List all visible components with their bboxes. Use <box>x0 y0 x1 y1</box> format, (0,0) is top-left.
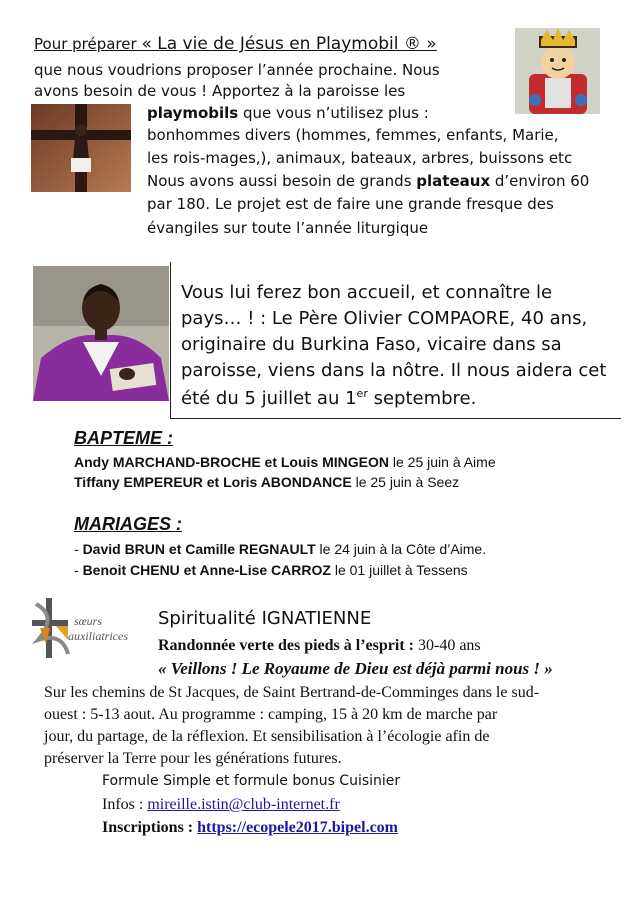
mariages-heading: MARIAGES : <box>74 514 182 534</box>
inscriptions-url-link[interactable]: https://ecopele2017.bipel.com <box>197 819 398 836</box>
entry-names: Tiffany EMPEREUR et Loris ABONDANCE <box>74 474 352 490</box>
entry-names: David BRUN et Camille REGNAULT <box>82 541 316 557</box>
text-span: Nous avons aussi besoin de grands <box>147 172 417 190</box>
rando-age: 30-40 ans <box>413 637 481 654</box>
logo-line2: auxiliatrices <box>68 629 128 643</box>
playmobil-line: avons besoin de vous ! Apportez à la paroisse les <box>34 82 406 100</box>
text-span: que vous n’utilisez plus : <box>238 104 429 122</box>
formule-line: Formule Simple et formule bonus Cuisinier <box>102 773 401 789</box>
entry-prefix: - <box>74 562 83 578</box>
mariage-entry <box>74 541 486 557</box>
plateaux-bold: plateaux <box>416 172 491 190</box>
priest-line: paroisse, viens dans la nôtre. Il nous aidera cet <box>181 360 607 381</box>
quote: « Veillons ! Le Royaume de Dieu est déjà parmi nous ! » <box>158 659 553 678</box>
infos-label: Infos : <box>102 796 148 813</box>
priest-line: originaire du Burkina Faso, vicaire dans sa <box>181 334 562 355</box>
playmobil-line: les rois-mages,), animaux, bateaux, arbres, buissons etc <box>147 149 573 167</box>
inscriptions-line <box>102 819 398 837</box>
playmobils-bold: playmobils <box>147 104 239 122</box>
soeurs-auxiliatrices-logo <box>28 596 146 660</box>
text-span: d’environ 60 <box>490 172 590 190</box>
cross-logo-icon <box>28 596 72 660</box>
rando-bold: Randonnée verte des pieds à l’esprit : <box>158 637 414 654</box>
body-line: ouest : 5-13 aout. Au programme : camping, 15 à 20 km de marche par <box>44 706 498 723</box>
logo-line1: sœurs <box>74 614 103 628</box>
bapteme-entry <box>74 454 496 470</box>
crucifix-image <box>31 104 131 192</box>
playmobil-line: par 180. Le projet est de faire une grande fresque des <box>147 195 554 213</box>
priest-line: Vous lui ferez bon accueil, et connaître le <box>181 282 553 303</box>
body-line: Sur les chemins de St Jacques, de Saint Bertrand-de-Comminges dans le sud- <box>44 684 540 701</box>
playmobil-title: « La vie de Jésus en Playmobil ® » <box>141 34 437 54</box>
priest-line: pays… ! : Le Père Olivier COMPAORE, 40 ans, <box>181 308 588 329</box>
entry-detail: le 01 juillet à Tessens <box>330 562 468 578</box>
bapteme-entry <box>74 474 459 490</box>
playmobil-figure-image <box>515 28 600 114</box>
priest-line <box>181 387 476 409</box>
bapteme-heading: BAPTEME : <box>74 428 173 448</box>
rando-line <box>158 637 481 655</box>
infos-line <box>102 796 340 814</box>
infos-email-link[interactable]: mireille.istin@club-internet.fr <box>147 796 340 813</box>
intro-prefix: Pour préparer <box>34 35 142 53</box>
entry-prefix: - <box>74 541 83 557</box>
playmobil-line: que nous voudrions proposer l’année prochaine. Nous <box>34 61 440 79</box>
playmobil-line: bonhommes divers (hommes, femmes, enfants, Marie, <box>147 126 559 144</box>
entry-detail: le 25 juin à Seez <box>351 474 460 490</box>
ignatienne-title: Spiritualité IGNATIENNE <box>158 608 372 629</box>
priest-text-box <box>170 262 621 419</box>
entry-detail: le 25 juin à Aime <box>389 454 496 470</box>
entry-names: Benoit CHENU et Anne-Lise CARROZ <box>82 562 331 578</box>
playmobil-line <box>147 172 589 190</box>
body-line: jour, du partage, de la réflexion. Et sensibilisation à l’écologie afin de <box>44 728 490 745</box>
playmobil-intro <box>34 34 437 54</box>
inscriptions-label: Inscriptions : <box>102 819 198 836</box>
text-span: septembre. <box>367 388 477 409</box>
superscript: er <box>356 387 368 400</box>
entry-detail: le 24 juin à la Côte d’Aime. <box>315 541 487 557</box>
playmobil-line <box>147 104 429 122</box>
body-line: préserver la Terre pour les générations futures. <box>44 750 342 767</box>
entry-names: Andy MARCHAND-BROCHE et Louis MINGEON <box>74 454 389 470</box>
priest-photo <box>33 266 169 401</box>
text-span: été du 5 juillet au 1 <box>181 388 357 409</box>
mariage-entry <box>74 562 468 578</box>
playmobil-line: évangiles sur toute l’année liturgique <box>147 219 429 237</box>
